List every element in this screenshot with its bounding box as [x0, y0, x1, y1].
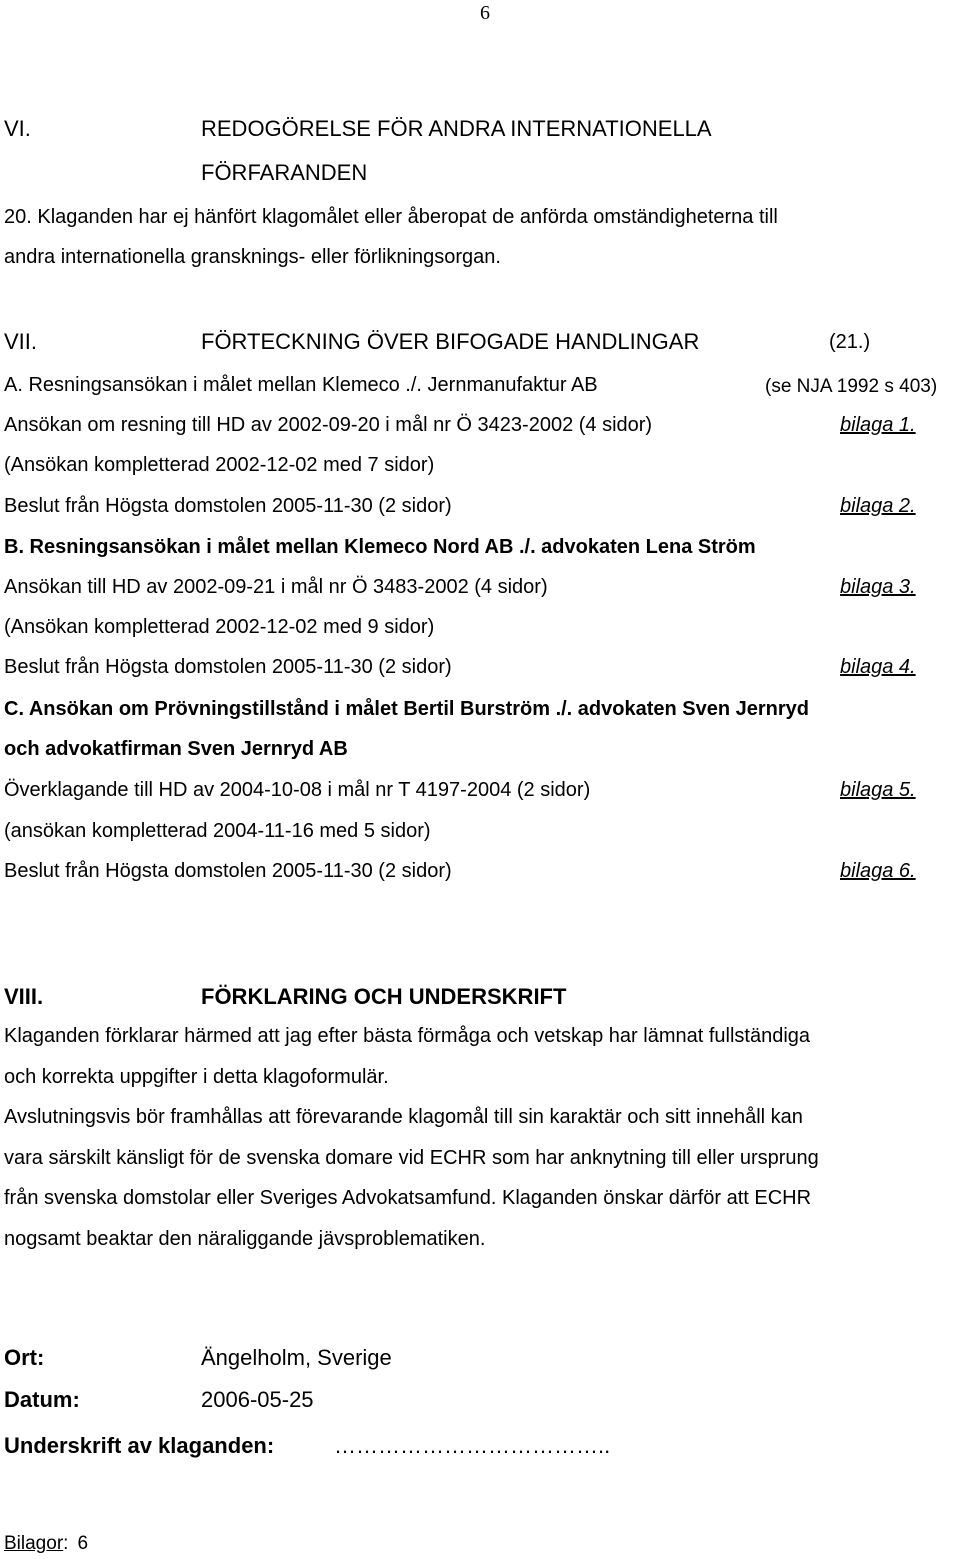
closing-line3: från svenska domstolar eller Sveriges Advokatsamfund. Klaganden önskar därför att ECHR	[4, 1187, 812, 1209]
attachment-1-label: bilaga 1.	[840, 414, 916, 436]
attachments-count	[4, 1533, 88, 1555]
item-a-decision: Beslut från Högsta domstolen 2005-11-30 (2 sidor)	[4, 495, 452, 517]
item-c-heading-line2: och advokatfirman Sven Jernryd AB	[4, 738, 348, 760]
section-7-title: FÖRTECKNING ÖVER BIFOGADE HANDLINGAR	[201, 329, 700, 354]
attachment-4-label: bilaga 4.	[840, 656, 916, 678]
section-8-number: VIII.	[4, 984, 44, 1009]
paragraph-20-line1: 20. Klaganden har ej hänfört klagomålet eller åberopat de anförda omständigheterna till	[4, 206, 778, 228]
item-c-appeal: Överklagande till HD av 2004-10-08 i mål nr T 4197-2004 (2 sidor)	[4, 779, 591, 801]
section-7-number: VII.	[4, 329, 38, 354]
section-6-title-line1: REDOGÖRELSE FÖR ANDRA INTERNATIONELLA	[201, 116, 712, 141]
closing-line4: nogsamt beaktar den näraliggande jävsproblematiken.	[4, 1228, 486, 1250]
item-b-application: Ansökan till HD av 2002-09-21 i mål nr Ö 3483-2002 (4 sidor)	[4, 576, 548, 598]
place-label: Ort:	[4, 1345, 45, 1370]
item-a-application: Ansökan om resning till HD av 2002-09-20 i mål nr Ö 3423-2002 (4 sidor)	[4, 414, 653, 436]
place-value: Ängelholm, Sverige	[201, 1345, 392, 1370]
item-c-supplement: (ansökan kompletterad 2004-11-16 med 5 sidor)	[4, 820, 431, 842]
signature-line: ………………………………..	[334, 1433, 611, 1458]
declaration-line2: och korrekta uppgifter i detta klagoformulär.	[4, 1066, 389, 1088]
closing-line1: Avslutningsvis bör framhållas att förevarande klagomål till sin karaktär och sitt innehåll kan	[4, 1106, 803, 1128]
attachments-colon: :	[63, 1533, 69, 1554]
declaration-line1: Klaganden förklarar härmed att jag efter bästa förmåga och vetskap har lämnat fullständiga	[4, 1025, 811, 1047]
section-8-title: FÖRKLARING OCH UNDERSKRIFT	[201, 984, 567, 1009]
attachments-value: 6	[77, 1533, 89, 1554]
paragraph-20-line2: andra internationella gransknings- eller förlikningsorgan.	[4, 246, 501, 268]
item-b-heading: B. Resningsansökan i målet mellan Klemeco Nord AB ./. advokaten Lena Ström	[4, 536, 756, 558]
item-c-heading-line1: C. Ansökan om Prövningstillstånd i målet Bertil Burström ./. advokaten Sven Jernryd	[4, 698, 810, 720]
signature-label: Underskrift av klaganden:	[4, 1433, 275, 1458]
date-value: 2006-05-25	[201, 1387, 314, 1412]
section-6-number: VI.	[4, 116, 31, 141]
attachment-5-label: bilaga 5.	[840, 779, 916, 801]
item-c-decision: Beslut från Högsta domstolen 2005-11-30 (2 sidor)	[4, 860, 452, 882]
item-b-decision: Beslut från Högsta domstolen 2005-11-30 (2 sidor)	[4, 656, 452, 678]
page-number: 6	[480, 2, 490, 24]
item-a-supplement: (Ansökan kompletterad 2002-12-02 med 7 sidor)	[4, 454, 435, 476]
date-label: Datum:	[4, 1387, 80, 1412]
attachment-6-label: bilaga 6.	[840, 860, 916, 882]
section-7-reference: (21.)	[829, 331, 871, 353]
item-a-reference: (se NJA 1992 s 403)	[765, 376, 938, 397]
closing-line2: vara särskilt känsligt för de svenska domare vid ECHR som har anknytning till eller ursprung	[4, 1147, 819, 1169]
item-b-supplement: (Ansökan kompletterad 2002-12-02 med 9 sidor)	[4, 616, 435, 638]
section-6-title-line2: FÖRFARANDEN	[201, 160, 368, 185]
attachment-3-label: bilaga 3.	[840, 576, 916, 598]
attachments-label: Bilagor	[4, 1533, 64, 1554]
item-a-heading: A. Resningsansökan i målet mellan Klemeco ./. Jernmanufaktur AB	[4, 374, 598, 396]
attachment-2-label: bilaga 2.	[840, 495, 916, 517]
